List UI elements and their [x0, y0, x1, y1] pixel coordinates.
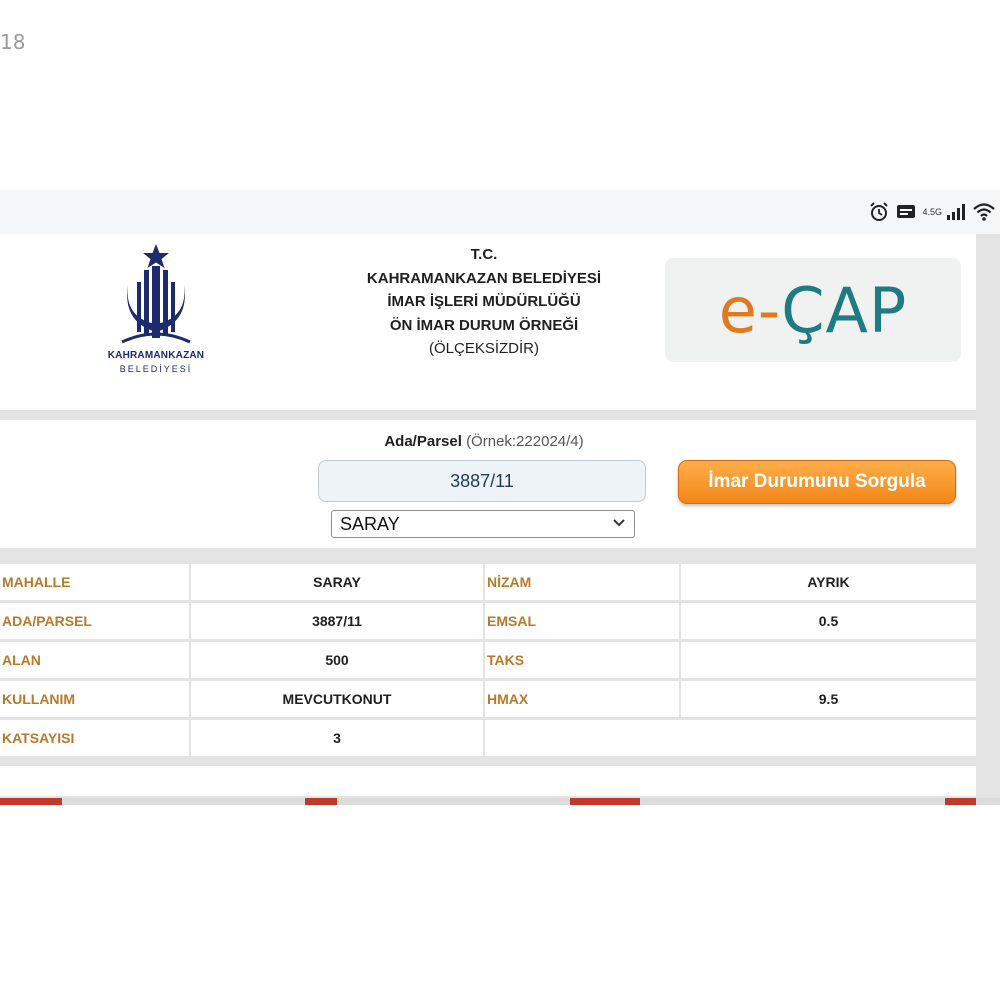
heading-line-municipality: KAHRAMANKAZAN BELEDİYESİ — [366, 269, 602, 287]
row-label: KULLANIM — [0, 681, 189, 717]
row-value: SARAY — [191, 564, 483, 600]
signal-icon — [946, 203, 966, 221]
municipality-logo — [92, 242, 220, 382]
parcel-label-text: Ada/Parsel — [384, 433, 462, 450]
alarm-icon — [868, 201, 890, 223]
table-row — [0, 681, 976, 717]
parcel-example-hint: (Örnek:222024/4) — [466, 433, 584, 450]
table-row — [0, 564, 976, 600]
organization-heading — [300, 244, 668, 362]
row-value: MEVCUTKONUT — [191, 681, 483, 717]
footer-bar — [0, 766, 976, 796]
table-row — [0, 720, 976, 756]
heading-line-directorate: İMAR İŞLERİ MÜDÜRLÜĞÜ — [387, 293, 581, 310]
logo-name: KAHRAMANKAZAN — [107, 350, 205, 361]
message-icon — [896, 203, 916, 221]
row-label: ADA/PARSEL — [0, 603, 189, 639]
row-value: 3 — [191, 720, 483, 756]
heading-line-scale: (ÖLÇEKSİZDİR) — [428, 340, 539, 357]
row-value: 9.5 — [681, 681, 976, 717]
row-label: HMAX — [485, 681, 679, 717]
corner-text: 18 — [0, 30, 26, 54]
row-label: NİZAM — [485, 564, 679, 600]
network-type-label: 4.5G — [922, 206, 942, 217]
empty-cell — [485, 720, 976, 756]
heading-line-tc: T.C. — [470, 246, 498, 263]
chevron-down-icon — [612, 515, 626, 533]
query-panel — [0, 420, 976, 548]
wifi-icon — [972, 202, 996, 222]
row-label: MAHALLE — [0, 564, 189, 600]
table-row — [0, 603, 976, 639]
neighborhood-selected-value: SARAY — [340, 513, 400, 534]
query-zoning-button[interactable]: İmar Durumunu Sorgula — [678, 460, 956, 504]
logo-subtitle: BELEDİYESİ — [119, 364, 193, 374]
heading-line-document: ÖN İMAR DURUM ÖRNEĞİ — [389, 316, 579, 334]
row-value: AYRIK — [681, 564, 976, 600]
row-label: ALAN — [0, 642, 189, 678]
ecap-prefix: e- — [718, 273, 782, 347]
parcel-input[interactable] — [318, 460, 646, 502]
phone-screen — [0, 190, 1000, 805]
row-value — [681, 642, 976, 678]
row-label: TAKS — [485, 642, 679, 678]
row-label: EMSAL — [485, 603, 679, 639]
status-bar — [0, 190, 1000, 234]
zoning-results-table — [0, 564, 976, 760]
row-value: 500 — [191, 642, 483, 678]
parcel-label — [300, 433, 668, 450]
table-row — [0, 642, 976, 678]
row-value: 0.5 — [681, 603, 976, 639]
header-panel — [0, 234, 976, 410]
row-label: KATSAYISI — [0, 720, 189, 756]
row-value: 3887/11 — [191, 603, 483, 639]
ecap-name: ÇAP — [781, 273, 908, 347]
neighborhood-select[interactable] — [331, 510, 635, 538]
cropped-toolbar-strip — [0, 798, 1000, 805]
ecap-logo — [665, 258, 961, 362]
